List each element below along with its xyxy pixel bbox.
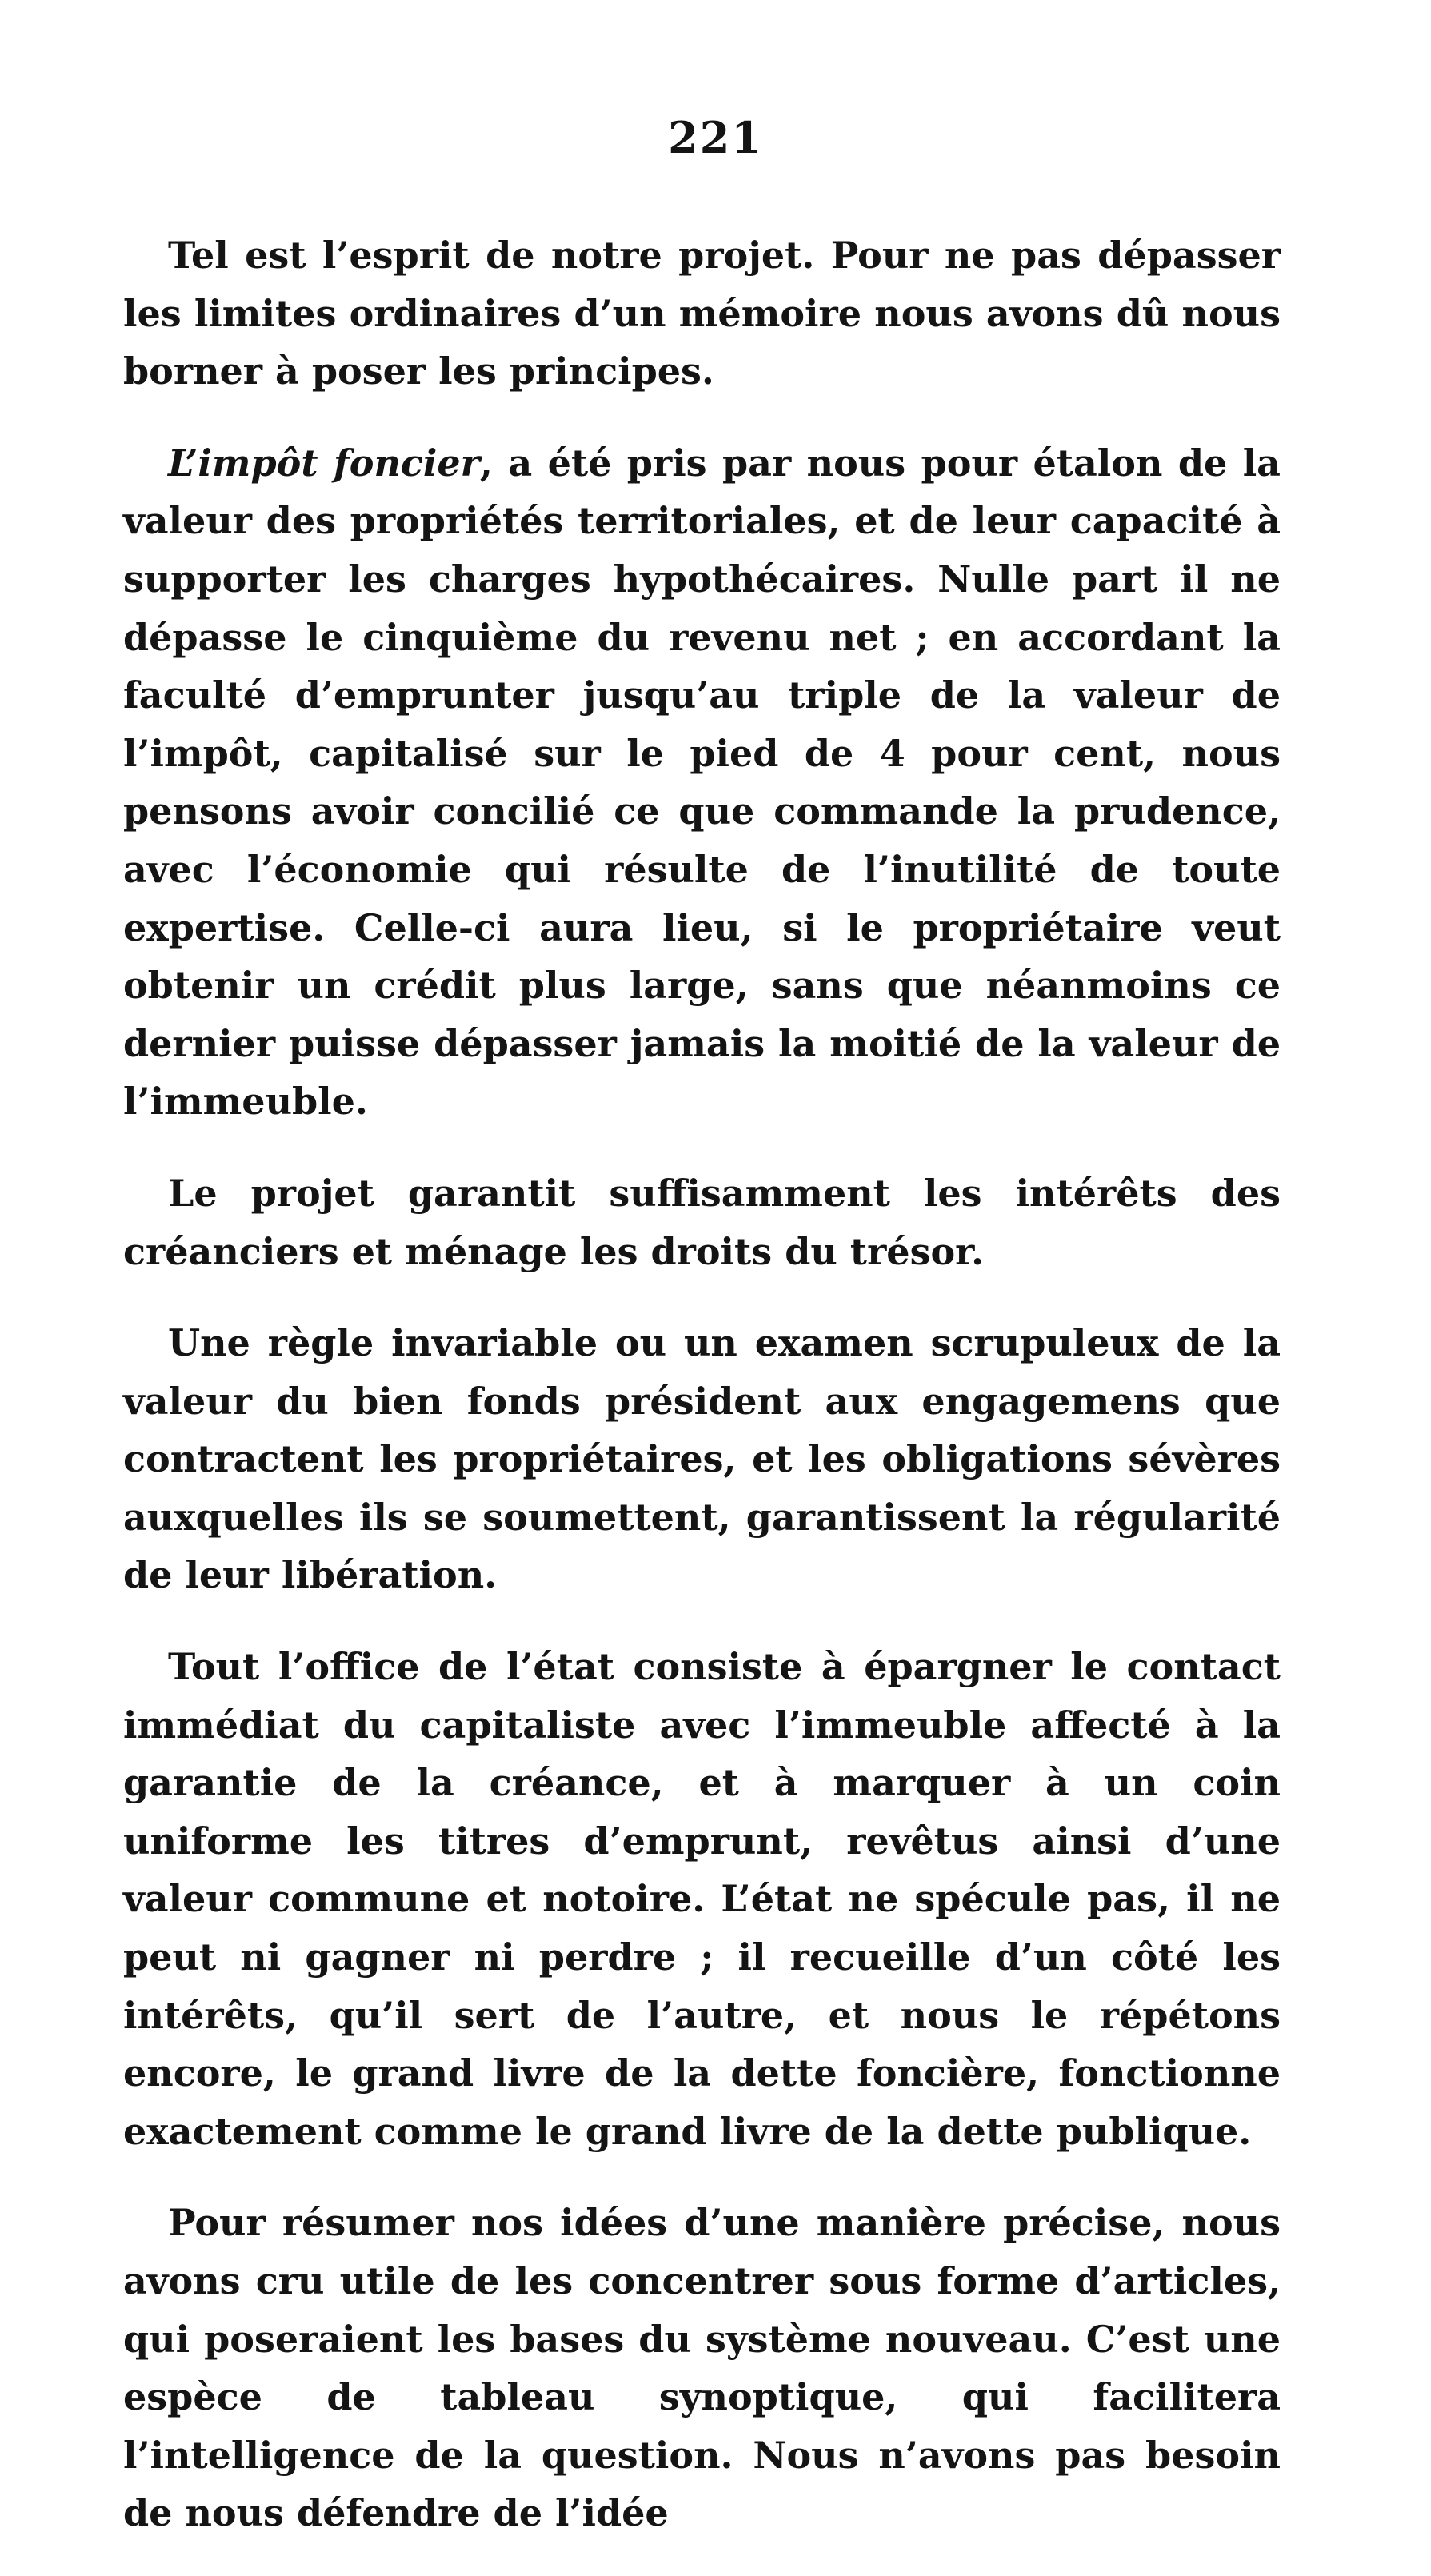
paragraph-6: Pour résumer nos idées d’une manière précise, nous avons cru utile de les concentrer sous forme d’articles, qui poseraient les bases du système nouveau. C’est une espèce de tableau synoptique, qui facilitera l’intelligence de la question. Nous n’avons pas besoin de nous défendre de l’idée	[123, 2201, 1281, 2535]
page-number: 221	[668, 112, 763, 163]
paragraph-3: Le projet garantit suffisamment les intérêts des créanciers et ménage les droits du trésor.	[123, 1171, 1281, 1273]
body-text	[123, 226, 1281, 2576]
paragraph-4: Une règle invariable ou un examen scrupuleux de la valeur du bien fonds président aux engagemens que contractent les propriétaires, et les obligations sévères auxquelles ils se soumettent, garantissent la régularité de leur libération.	[123, 1321, 1281, 1597]
paragraph-2-text: , a été pris par nous pour étalon de la valeur des propriétés territoriales, et de leur capacité à supporter les charges hypothécaires. Nulle part il ne dépasse le cinquième du revenu net ; en accordant la faculté d’emprunter jusqu’au triple de la valeur de l’impôt, capitalisé sur le pied de 4 pour cent, nous pensons avoir concilié ce que commande la prudence, avec l’économie qui résulte de l’inutilité de toute expertise. Celle-ci aura lieu, si le propriétaire veut obtenir un crédit plus large, sans que néanmoins ce dernier puisse dépasser jamais la moitié de la valeur de l’immeuble.	[123, 441, 1281, 1124]
paragraph-2-italic-lead: L’impôt foncier	[168, 441, 480, 485]
paragraph-1: Tel est l’esprit de notre projet. Pour ne pas dépasser les limites ordinaires d’un mémoire nous avons dû nous borner à poser les principes.	[123, 234, 1281, 393]
paragraph-5: Tout l’office de l’état consiste à épargner le contact immédiat du capitaliste avec l’immeuble affecté à la garantie de la créance, et à marquer à un coin uniforme les titres d’emprunt, revêtus ainsi d’une valeur commune et notoire. L’état ne spécule pas, il ne peut ni gagner ni perdre ; il recueille d’un côté les intérêts, qu’il sert de l’autre, et nous le répétons encore, le grand livre de la dette foncière, fonctionne exactement comme le grand livre de la dette publique.	[123, 1645, 1281, 2153]
paragraph-2	[123, 434, 1281, 1131]
